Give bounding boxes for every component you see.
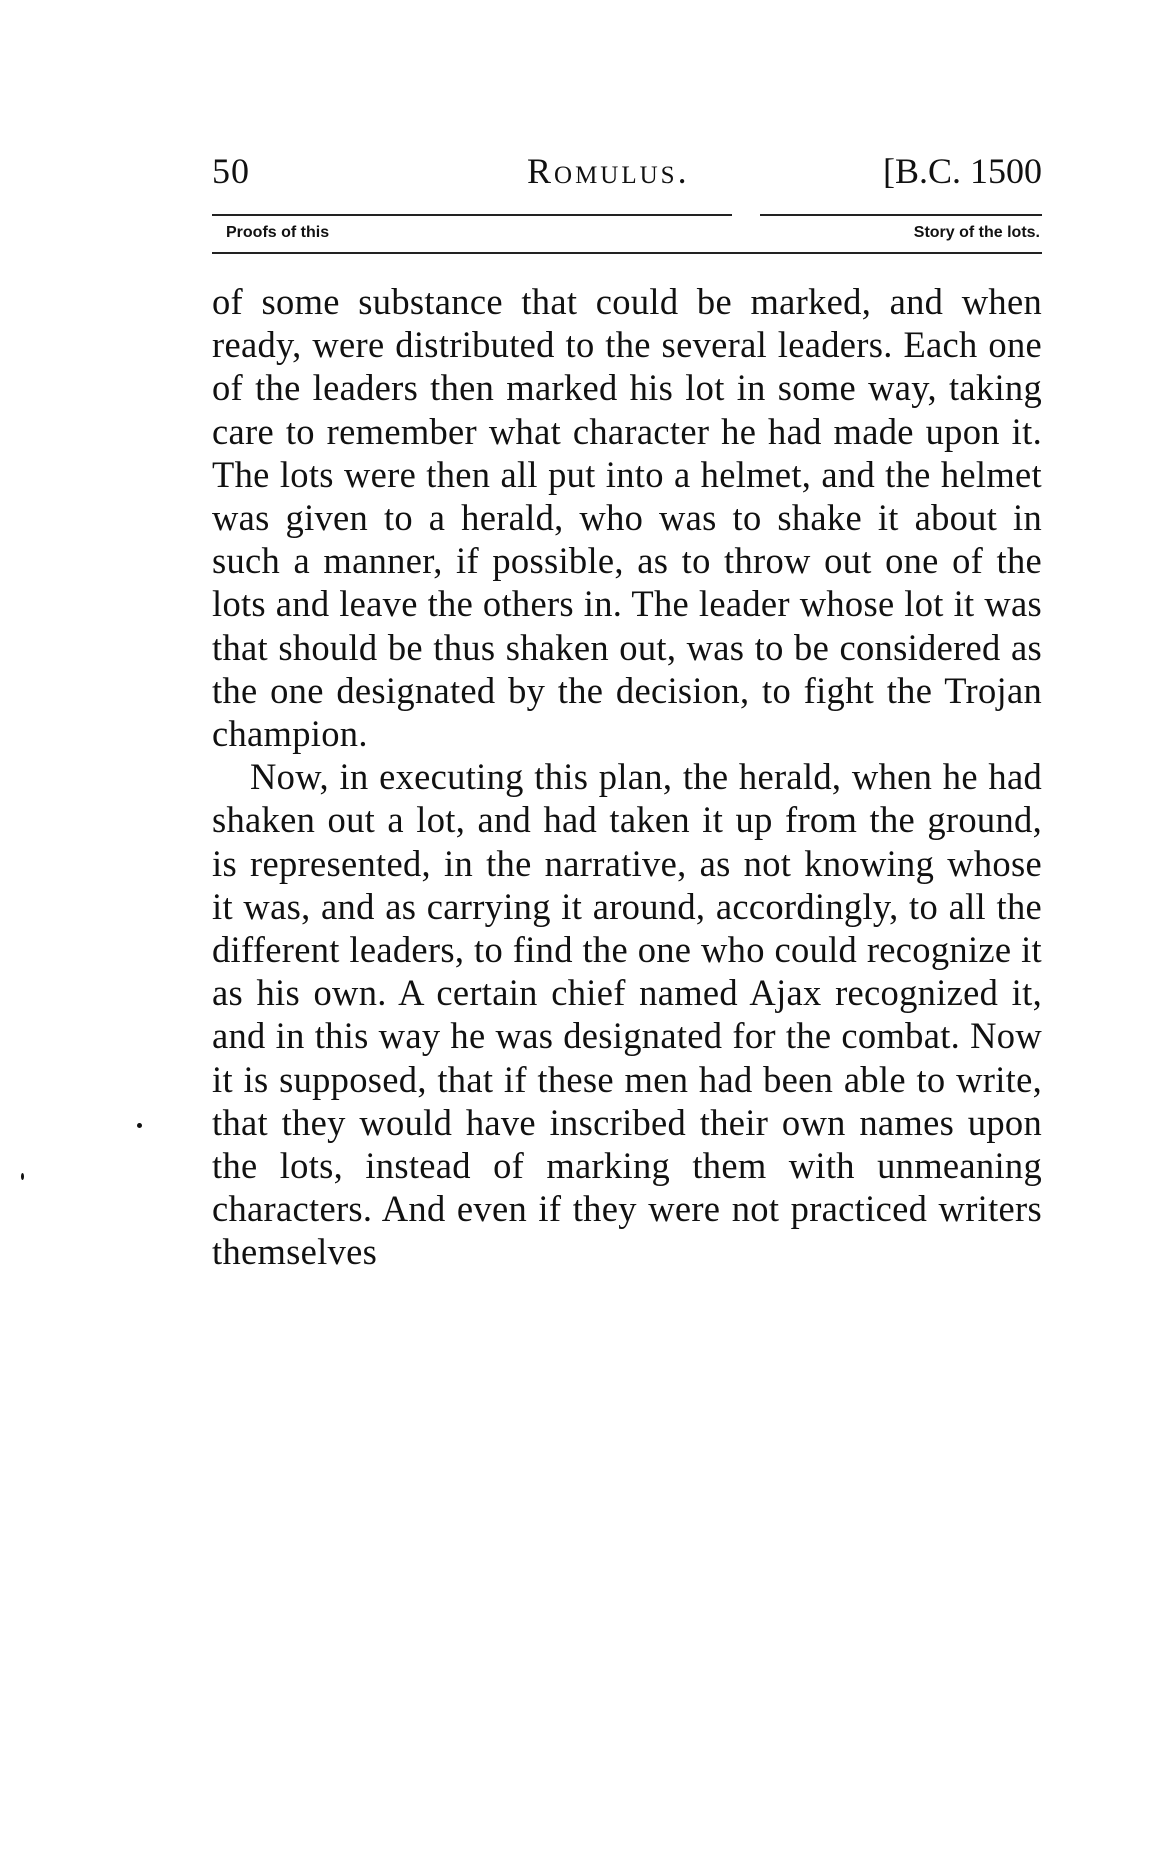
stray-ink-mark: [21, 1173, 24, 1180]
body-text: [212, 280, 1042, 1274]
margin-note-right: Story of the lots.: [913, 224, 1040, 241]
margin-note-rule: [212, 252, 1042, 254]
paragraph-2: Now, in executing this plan, the herald, when he had shaken out a lot, and had taken it up from the ground, is represented, in the narrative, as not knowing whose it was, and as carrying it around, accordingly, to all the different leaders, to find the one who could recognize it as his own. A certain chief named Ajax recognized it, and in this way he was designated for the combat. Now it is supposed, that if these men had been able to write, that they would have inscribed their own names upon the lots, instead of marking them with unmeaning characters. And even if they were not practiced writers themselves: [212, 756, 1042, 1273]
paragraph-1: of some substance that could be marked, and when ready, were distributed to the several leaders. Each one of the leaders then marked his lot in some way, taking care to remember what character he had made upon it. The lots were then all put into a helmet, and the helmet was given to a herald, who was to shake it about in such a manner, if possible, as to throw out one of the lots and leave the others in. The leader whose lot it was that should be thus shaken out, was to be considered as the one designated by the decision, to fight the Trojan champion.: [212, 281, 1042, 755]
running-title: Romulus.: [527, 151, 690, 191]
book-page: [212, 150, 1042, 1274]
header-rule: [212, 212, 1042, 220]
running-head: [212, 150, 1042, 212]
header-rule-right: [760, 214, 1042, 216]
stray-ink-dot: [137, 1123, 142, 1128]
margin-notes: [212, 220, 1042, 248]
margin-note-left: Proofs of this: [226, 224, 330, 241]
running-date: [B.C. 1500: [882, 151, 1042, 191]
header-rule-left: [212, 214, 732, 216]
page-number: 50: [212, 151, 250, 191]
